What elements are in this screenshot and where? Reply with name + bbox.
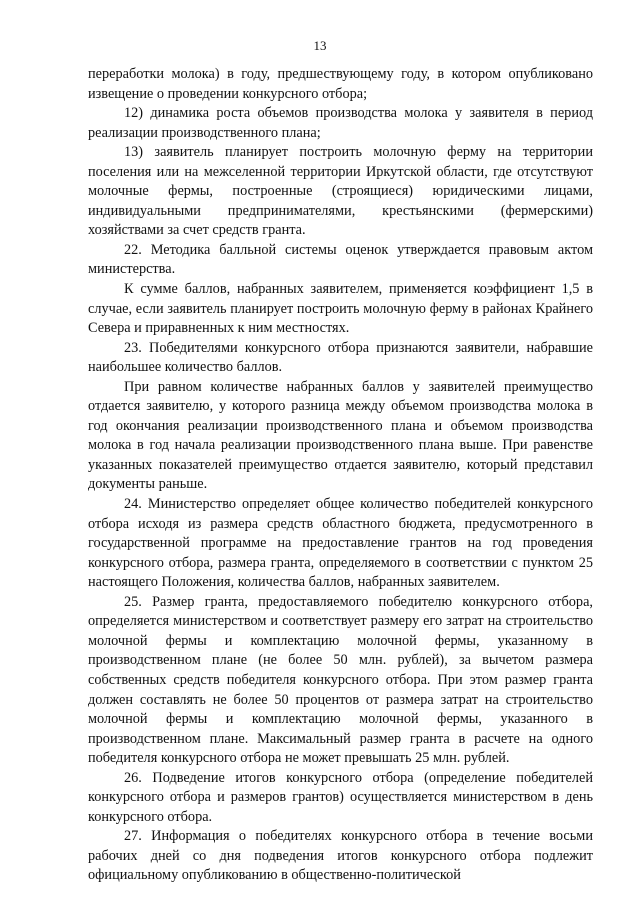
document-body	[88, 65, 593, 886]
paragraph-tie-rule: При равном количестве набранных баллов у заявителей преимущество отдается заявителю, у которого разница между объемом производства молока в год окончания реализации производственного плана и объемом производства молока в год начала реализации производственного плана выше. При равенстве указанных показателей преимущество отдается заявителю, который представил документы раньше.	[88, 378, 593, 493]
paragraph-coefficient: К сумме баллов, набранных заявителем, применяется коэффициент 1,5 в случае, если заявитель планирует построить молочную ферму в районах Крайнего Севера и приравненных к ним местностях.	[88, 281, 593, 337]
paragraph-continuation: переработки молока) в году, предшествующему году, в котором опубликовано извещение о проведении конкурсного отбора;	[88, 66, 593, 102]
paragraph-clause-27: 27. Информация о победителях конкурсного отбора в течение восьми рабочих дней со дня подведения итогов конкурсного отбора подлежит официальному опубликованию в общественно-политической	[88, 828, 593, 884]
page-number: 13	[313, 38, 327, 53]
paragraph-clause-24: 24. Министерство определяет общее количество победителей конкурсного отбора исходя из размера средств областного бюджета, предусмотренного в государственной программе на предоставление грантов на год проведения конкурсного отбора, размера гранта, определяемого в соответствии с пунктом 25 настоящего Положения, количества баллов, набранных заявителем.	[88, 496, 593, 591]
paragraph-clause-22: 22. Методика балльной системы оценок утверждается правовым актом министерства.	[88, 241, 593, 278]
paragraph-clause-25: 25. Размер гранта, предоставляемого победителю конкурсного отбора, определяется министерством и соответствует размеру его затрат на строительство молочной фермы и комплектацию молочной фермы, указанному в производственном плане (не более 50 млн. рублей), за вычетом размера собственных средств победителя конкурсного отбора. При этом размер гранта должен составлять не более 50 процентов от размера затрат на строительство молочной фермы и комплектацию молочной фермы, указанного в производственном плане. Максимальный размер гранта в расчете на одного победителя конкурсного отбора не может превышать 25 млн. рублей.	[88, 593, 593, 767]
paragraph-clause-26: 26. Подведение итогов конкурсного отбора (определение победителей конкурсного отбора и размеров грантов) осуществляется министерством в день конкурсного отбора.	[88, 769, 593, 825]
paragraph-item-12: 12) динамика роста объемов производства молока у заявителя в период реализации производственного плана;	[88, 105, 593, 141]
paragraph-clause-23: 23. Победителями конкурсного отбора признаются заявители, набравшие наибольшее количество баллов.	[88, 339, 593, 376]
paragraph-item-13: 13) заявитель планирует построить молочную ферму на территории поселения или на межселенной территории Иркутской области, где отсутствуют молочные фермы, построенные (строящиеся) юридическими лицами, индивидуальными предпринимателями, крестьянскими (фермерскими) хозяйствами за счет средств гранта.	[88, 144, 593, 239]
